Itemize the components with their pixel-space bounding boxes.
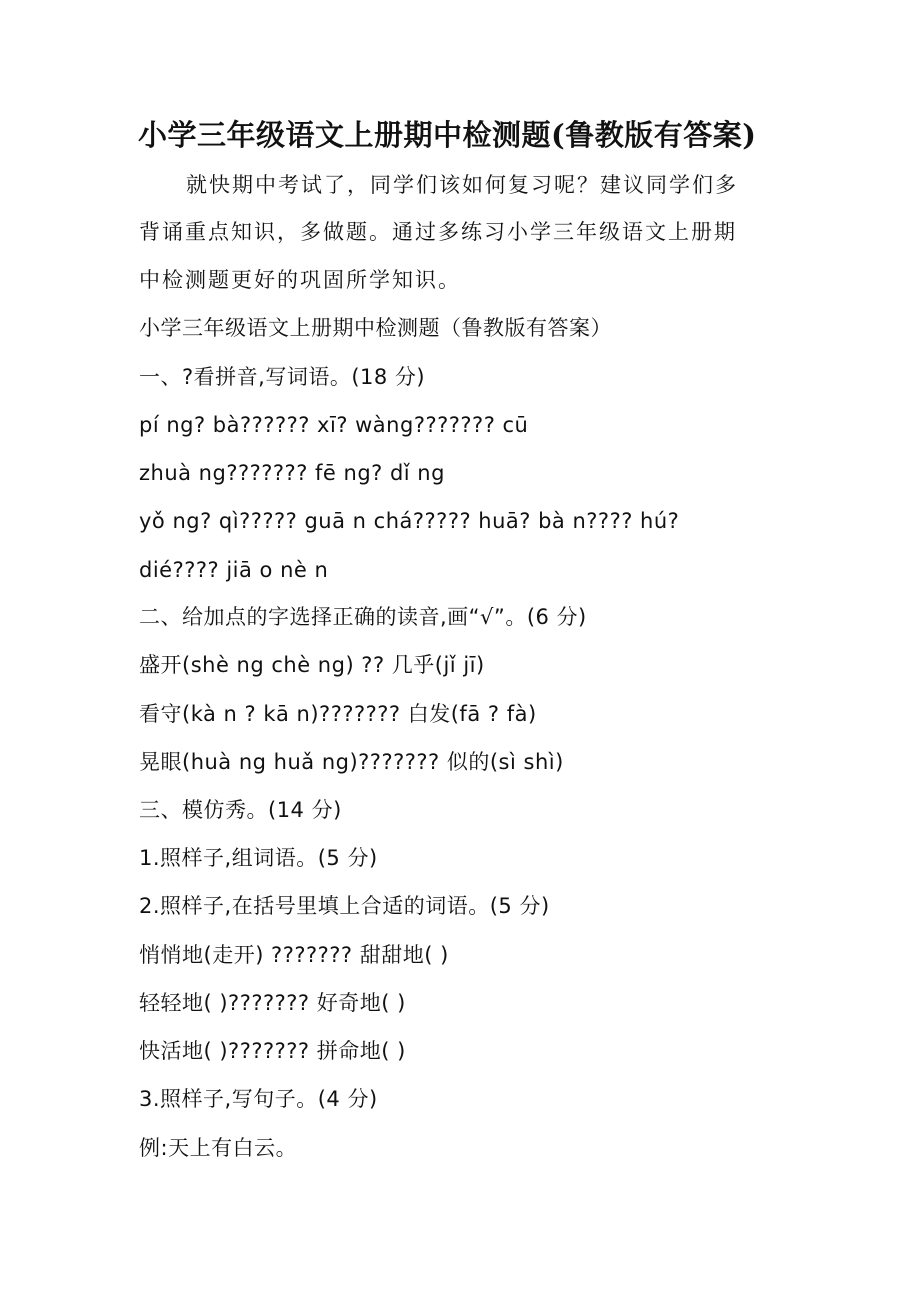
- reading-choice-line-3: 晃眼(huà ng huǎ ng)??????? 似的(sì shì): [139, 750, 564, 774]
- document-title: 小学三年级语文上册期中检测题(鲁教版有答案): [138, 118, 757, 152]
- pinyin-line-3: yǒ ng? qì????? guā n chá????? huā? bà n???? hú?: [139, 509, 680, 533]
- fill-in-line-3: 快活地( )??????? 拼命地( ): [139, 1039, 406, 1063]
- question-3: 3.照样子,写句子。(4 分): [139, 1087, 378, 1111]
- intro-line-3: 中检测题更好的巩固所学知识。: [139, 268, 461, 292]
- question-2: 2.照样子,在括号里填上合适的词语。(5 分): [139, 894, 550, 918]
- section-3-heading: 三、模仿秀。(14 分): [139, 798, 342, 822]
- pinyin-line-1: pí ng? bà?????? xī? wàng??????? cū: [139, 413, 529, 437]
- reading-choice-line-2: 看守(kà n ? kā n)??????? 白发(fā ? fà): [139, 702, 537, 726]
- fill-in-line-1: 悄悄地(走开) ??????? 甜甜地( ): [139, 943, 449, 967]
- intro-line-1: 就快期中考试了，同学们该如何复习呢？建议同学们多: [186, 173, 738, 197]
- section-2-heading: 二、给加点的字选择正确的读音,画“√”。(6 分): [139, 605, 587, 629]
- document-subtitle: 小学三年级语文上册期中检测题（鲁教版有答案）: [139, 316, 612, 340]
- pinyin-line-4: dié???? jiā o nè n: [139, 558, 329, 582]
- pinyin-line-2: zhuà ng??????? fē ng? dǐ ng: [139, 461, 445, 485]
- reading-choice-line-1: 盛开(shè ng chè ng) ?? 几乎(jǐ jī): [139, 653, 485, 677]
- fill-in-line-2: 轻轻地( )??????? 好奇地( ): [139, 991, 406, 1015]
- question-1: 1.照样子,组词语。(5 分): [139, 846, 378, 870]
- section-1-heading: 一、?看拼音,写词语。(18 分): [139, 365, 426, 389]
- intro-line-2: 背诵重点知识，多做题。通过多练习小学三年级语文上册期: [139, 220, 737, 244]
- example-sentence: 例:天上有白云。: [139, 1136, 298, 1160]
